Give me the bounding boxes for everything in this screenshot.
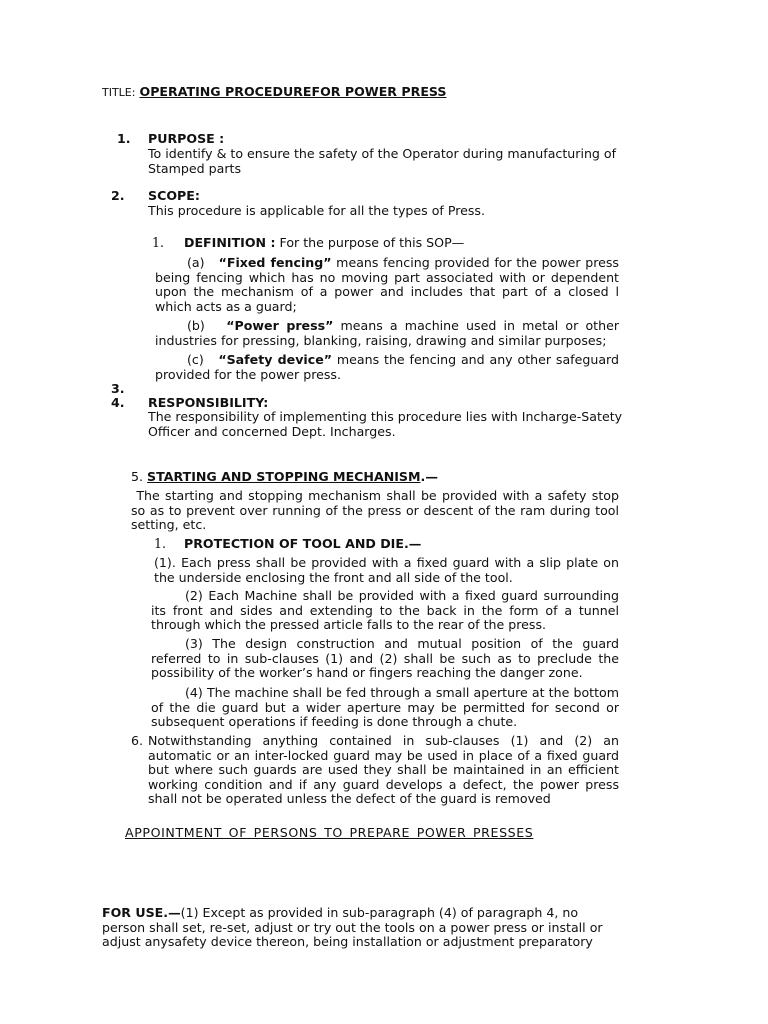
scope-number: 2. [111, 188, 125, 203]
definition-heading: DEFINITION : [184, 235, 276, 250]
scope-heading: SCOPE: [148, 188, 200, 203]
protection-clause-3: (3) The design construction and mutual position of the guard referred to in sub-clauses (1) and (2) shall be such as to preclude the possibility of the worker’s hand or fingers reaching the danger zone. [151, 636, 619, 681]
title-line [102, 85, 522, 101]
starting-dash: .— [420, 469, 438, 484]
for-use-heading: FOR USE.— [102, 905, 181, 920]
definition-term: “Power press” [226, 318, 334, 333]
responsibility-body: The responsibility of implementing this procedure lies with Incharge-Satety Officer and concerned Dept. Incharges. [148, 409, 623, 439]
document-title: OPERATING PROCEDUREFOR POWER PRESS [139, 84, 447, 99]
title-label: TITLE: [102, 86, 136, 99]
protection-number: 1. [154, 536, 167, 551]
responsibility-number: 4. [111, 395, 125, 410]
definition-marker: (c) [187, 352, 204, 367]
definition-number: 1. [152, 235, 165, 250]
starting-number: 5. [131, 469, 144, 484]
definition-text: means fencing provided for the power press being fencing which has no moving part associated with or dependent upon the mechanism of a power and includes that part of a closed l which acts as a guard; [155, 255, 619, 314]
starting-heading-line [131, 470, 531, 485]
appointment-heading: APPOINTMENT OF PERSONS TO PREPARE POWER PRESSES [125, 825, 534, 840]
starting-body: The starting and stopping mechanism shall be provided with a safety stop so as to prevent over running of the press or descent of the ram during tool setting, etc. [131, 488, 624, 533]
definition-text: means the fencing and any other safeguard provided for the power press. [155, 352, 619, 382]
empty-section-number: 3. [111, 381, 125, 396]
protection-clause-1: (1). Each press shall be provided with a fixed guard with a slip plate on the underside enclosing the front and all side of the tool. [154, 555, 619, 585]
definition-item-a [155, 256, 619, 314]
notwithstanding-body-wrap [148, 734, 619, 807]
for-use-body: (1) Except as provided in sub-paragraph (4) of paragraph 4, no person shall set, re-set, adjust or try out the tools on a power press or install or adjust anysafety device thereon, being installation or adjustment preparatory [102, 905, 603, 950]
responsibility-heading: RESPONSIBILITY: [148, 395, 269, 410]
protection-clause-2: (2) Each Machine shall be provided with a fixed guard surrounding its front and sides and extending to the back in the form of a tunnel through which the pressed article falls to the rear of the press. [151, 588, 619, 633]
definition-term: “Safety device” [218, 352, 333, 367]
starting-heading: STARTING AND STOPPING MECHANISM [147, 469, 421, 484]
definition-term: “Fixed fencing” [218, 255, 332, 270]
purpose-heading: PURPOSE : [148, 131, 225, 146]
protection-heading: PROTECTION OF TOOL AND DIE.— [184, 536, 422, 551]
definition-item-b [155, 319, 619, 348]
definition-item-c [155, 353, 619, 382]
for-use-paragraph [102, 906, 622, 950]
purpose-number: 1. [117, 131, 131, 146]
definition-text: means a machine used in metal or other industries for pressing, blanking, raising, drawing and similar purposes; [155, 318, 619, 348]
notwithstanding-number: 6. [131, 733, 144, 748]
definition-marker: (b) [187, 318, 205, 333]
notwithstanding-body: Notwithstanding anything contained in sub-clauses (1) and (2) an automatic or an inter-locked guard may be used in place of a fixed guard but where such guards are used they shall be maintained in an efficient working condition and if any guard develops a defect, the power press shall not be operated unless the defect of the guard is removed [148, 733, 619, 807]
definition-marker: (a) [187, 255, 205, 270]
definition-line [184, 236, 624, 251]
purpose-body: To identify & to ensure the safety of the Operator during manufacturing of Stamped parts [148, 146, 617, 176]
definition-intro: For the purpose of this SOP— [275, 235, 465, 250]
scope-body: This procedure is applicable for all the types of Press. [148, 203, 485, 218]
protection-clause-4: (4) The machine shall be fed through a small aperture at the bottom of the die guard but a wider aperture may be permitted for second or subsequent operations if feeding is done through a chute. [151, 685, 619, 730]
